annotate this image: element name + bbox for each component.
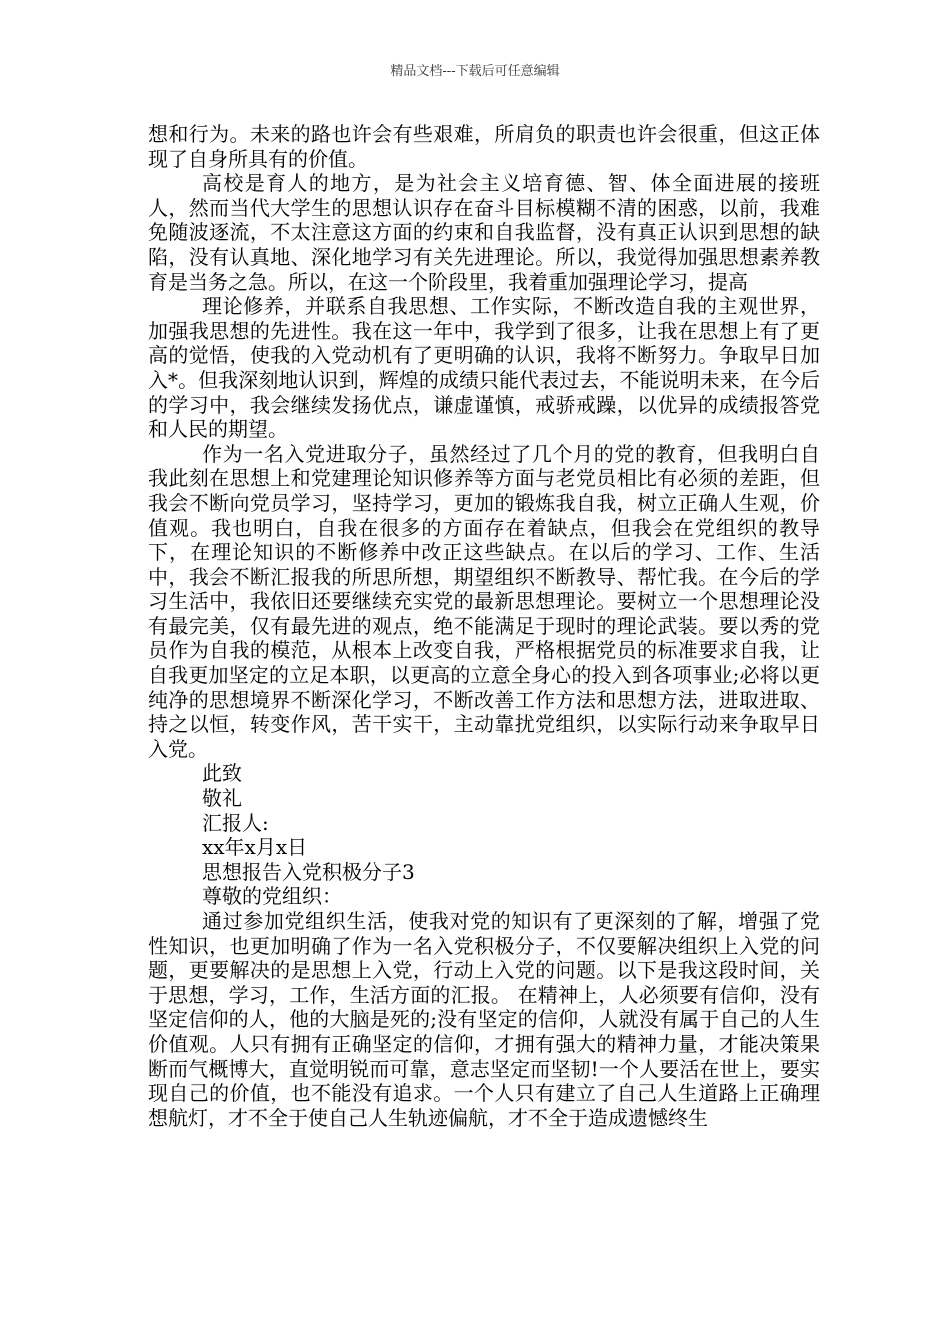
paragraph-activist: 作为一名入党进取分子，虽然经过了几个月的党的教育，但我明白自我此刻在思想上和党建理论知识修养等方面与老党员相比有必须的差距，但我会不断向党员学习，坚持学习，更加的锻炼我自我，树立正确人生观，价值观。我也明白，自我在很多的方面存在着缺点，但我会在党组织的教导下，在理论知识的不断修养中改正这些缺点。在以后的学习、工作、生活中，我会不断汇报我的所思所想，期望组织不断教导、帮忙我。在今后的学习生活中，我依旧还要继续充实党的最新思想理论。要树立一个思想理论没有最完美，仅有最先进的观点，绝不能满足于现时的理论武装。要以秀的党员作为自我的模范，从根本上改变自我，严格根据党员的标准要求自我，让自我更加坚定的立足本职，以更高的立意全身心的投入到各项事业;必将以更纯净的思想境界不断深化学习，不断改善工作方法和思想方法，进取进取、持之以恒，转变作风，苦干实干，主动靠扰党组织，以实际行动来争取早日入党。 (148, 441, 820, 761)
reporter-label: 汇报人: (202, 810, 269, 835)
document-body (148, 122, 820, 1130)
paragraph-theory: 理论修养，并联系自我思想、工作实际，不断改造自我的主观世界，加强我思想的先进性。我在这一年中，我学到了很多，让我在思想上有了更高的觉悟，使我的入党动机有了更明确的认识，我将不断努力。争取早日加入*。但我深刻地认识到，辉煌的成绩只能代表过去，不能说明未来，在今后的学习中，我会继续发扬优点，谦虚谨慎，戒骄戒躁，以优异的成绩报答党和人民的期望。 (148, 294, 820, 442)
page-header: 精品文档---下载后可任意编辑 (390, 64, 560, 79)
paragraph-continuation: 想和行为。未来的路也许会有些艰难，所肩负的职责也许会很重，但这正体现了自身所具有的价值。 (148, 122, 820, 171)
report-date: xx年x月x日 (202, 835, 308, 860)
closing-cizhi: 此致 (202, 761, 242, 786)
salutation: 尊敬的党组织： (202, 884, 342, 909)
section-title: 思想报告入党积极分子3 (202, 859, 415, 884)
closing-jingli: 敬礼 (202, 786, 242, 811)
paragraph-party-life: 通过参加党组织生活，使我对党的知识有了更深刻的了解，增强了党性知识，也更加明确了作为一名入党积极分子，不仅要解决组织上入党的问题，更要解决的是思想上入党，行动上入党的问题。以下是我这段时间，关于思想，学习，工作，生活方面的汇报。 在精神上，人必须要有信仰，没有坚定信仰的人，他的大脑是死的;没有坚定的信仰，人就没有属于自己的人生价值观。人只有拥有正确坚定的信仰，才拥有强大的精神力量，才能决策果断而气概博大，直觉明锐而可靠，意志坚定而坚韧!一个人要活在世上，要实现自己的价值，也不能没有追求。一个人只有建立了自己人生道路上正确理想航灯，才不全于使自己人生轨迹偏航，才不全于造成遗憾终生 (148, 909, 820, 1130)
paragraph-university: 高校是育人的地方，是为社会主义培育德、智、体全面进展的接班人，然而当代大学生的思想认识存在奋斗目标模糊不清的困惑，以前，我难免随波逐流，不太注意这方面的约束和自我监督，没有真正认识到思想的缺陷，没有认真地、深化地学习有关先进理论。所以，我觉得加强思想素养教育是当务之急。所以，在这一个阶段里，我着重加强理论学习，提高 (148, 171, 820, 294)
